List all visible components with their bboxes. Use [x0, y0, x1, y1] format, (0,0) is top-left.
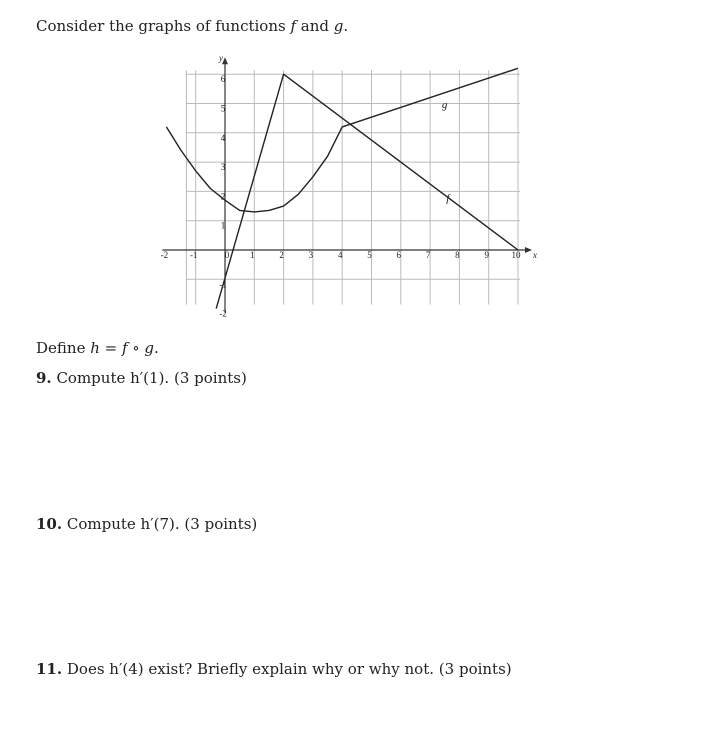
- question-points: (3 points): [173, 369, 247, 387]
- x-tick-label: 4: [337, 250, 343, 260]
- y-tick-label: 3: [220, 162, 226, 173]
- x-tick-label: 10: [511, 250, 521, 260]
- question-10: [36, 515, 257, 533]
- y-tick-label: 5: [220, 103, 226, 114]
- axes: [162, 57, 532, 312]
- question-text: Does h′(4) exist? Briefly explain why or why not.: [66, 660, 435, 678]
- question-number: 11.: [36, 660, 63, 678]
- x-axis-label: x: [533, 250, 537, 260]
- definition-expression: h = f ∘ g: [90, 339, 155, 357]
- question-number: 9.: [36, 369, 52, 387]
- question-points: (3 points): [438, 660, 512, 678]
- x-tick-label: 3: [308, 250, 314, 260]
- function-graph: [150, 50, 550, 325]
- definition-period: .: [154, 339, 159, 357]
- function-f-label: f: [290, 17, 297, 35]
- intro-period: .: [343, 17, 349, 35]
- series-labels: [442, 99, 451, 205]
- y-tick-label: -2: [219, 308, 227, 319]
- x-tick-label: 1: [250, 250, 255, 260]
- definition-line: [36, 339, 159, 357]
- question-11: [36, 660, 512, 678]
- tick-labels: [161, 53, 537, 318]
- x-tick-label: 0: [224, 250, 230, 260]
- question-text: Compute h′(7).: [66, 515, 180, 533]
- x-tick-label: 6: [396, 250, 402, 260]
- definition-prefix: Define: [36, 339, 91, 357]
- x-tick-label: 5: [367, 250, 372, 260]
- intro-and: and: [296, 17, 334, 35]
- intro-text: Consider the graphs of functions: [36, 17, 291, 35]
- x-axis-arrow: [525, 247, 532, 253]
- x-tick-label: 9: [484, 250, 489, 260]
- question-text: Compute h′(1).: [56, 369, 170, 387]
- y-tick-label: 4: [220, 132, 226, 143]
- series-g-label: g: [441, 98, 448, 111]
- x-tick-label: 2: [279, 250, 284, 260]
- y-axis-label: y: [219, 53, 223, 64]
- x-tick-label: 7: [425, 250, 431, 260]
- question-number: 10.: [36, 515, 63, 533]
- function-g-label: g: [333, 17, 344, 35]
- x-tick-label: -1: [189, 250, 198, 260]
- y-tick-label: -1: [219, 279, 227, 290]
- y-tick-label: 2: [220, 191, 226, 202]
- intro-sentence: [36, 17, 348, 35]
- x-tick-label: -2: [160, 250, 169, 260]
- y-tick-label: 6: [220, 74, 226, 85]
- x-tick-label: 8: [455, 250, 460, 260]
- question-points: (3 points): [184, 515, 258, 533]
- y-tick-label: 1: [220, 220, 226, 231]
- grid-lines: [186, 70, 520, 304]
- question-9: [36, 369, 247, 387]
- series-f-label: f: [446, 192, 450, 205]
